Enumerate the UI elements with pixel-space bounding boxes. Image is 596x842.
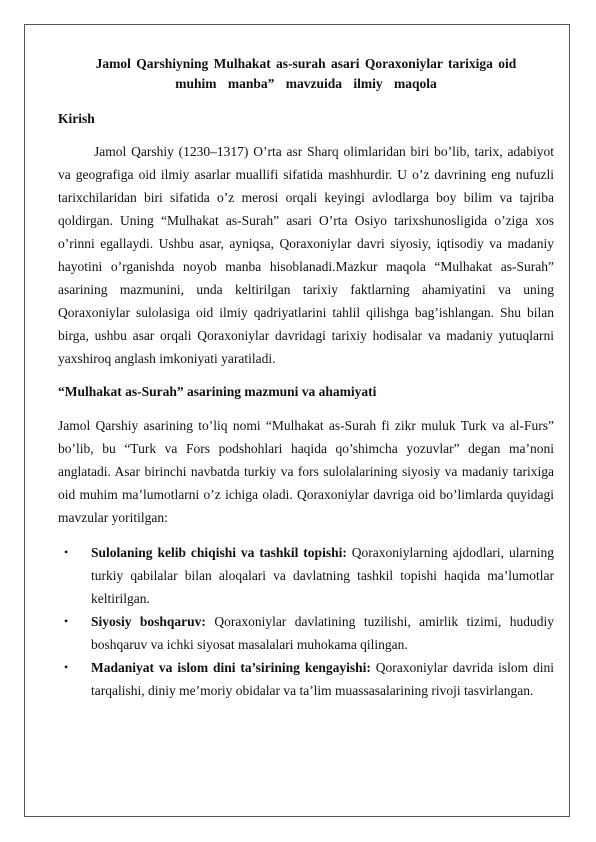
bullet-icon: • [64, 545, 69, 559]
bullet-icon: • [64, 614, 69, 628]
title-line-1: Jamol Qarshiyning Mulhakat as-surah asari Qoraxoniylar tarixiga oid [95, 56, 517, 71]
list-item-term: Madaniyat va islom dini ta’sirining kengayishi: [91, 660, 371, 675]
list-item-term: Siyosiy boshqaruv: [91, 614, 206, 629]
section-heading-mazmun: “Mulhakat as-Surah” asarining mazmuni va ahamiyati [58, 384, 377, 399]
title-line-2: muhim manba” mavzuida ilmiy maqola [175, 76, 437, 91]
intro-paragraph: Jamol Qarshiy (1230–1317) O’rta asr Sharq olimlaridan biri bo’lib, tarix, adabiyot va geografiga oid ilmiy asarlar muallifi sifatida mashhurdir. U o’z davrining eng nufuzli tarixchilaridan biri sifatida o’z merosi orqali keyingi avlodlarga boy bilim va tajriba qoldirgan. Uning “Mulhakat as-Surah” asari O’rta Osiyo tarixshunosligida o’ziga xos o’rinni egallaydi. Ushbu asar, ayniqsa, Qoraxoniylar davri siyosiy, iqtisodiy va madaniy hayotini o’rganishda noyob manba hisoblanadi.Mazkur maqola “Mulhakat as-Surah” asarining mazmunini, unda keltirilgan tarixiy faktlarning ahamiyatini va uning Qoraxoniylar sulolasiga oid ilmiy qadriyatlarini tahlil qilishga bag’ishlangan. Shu bilan birga, ushbu asar orqali Qoraxoniylar davridagi tarixiy hodisalar va madaniy yutuqlarni yaxshiroq anglash imkoniyati yaratiladi. [58, 144, 554, 366]
list-item [58, 541, 554, 610]
document-body [58, 54, 554, 702]
content-paragraph: Jamol Qarshiy asarining to’liq nomi “Mulhakat as-Surah fi zikr muluk Turk va al-Furs” bo’lib, bu “Turk va Fors podshohlari haqida qo’shimcha yozuvlar” degan ma’noni anglatadi. Asar birinchi navbatda turkiy va fors sulolalarining siyosiy va madaniy tarixiga oid muhim ma’lumotlarni o’z ichiga oladi. Qoraxoniylar davriga oid bo’limlarda quyidagi mavzular yoritilgan: [58, 418, 554, 525]
section-heading-kirish: Kirish [58, 111, 95, 126]
list-item-text: Qoraxoniylar davrida islom dini tarqalishi, diniy me’moriy obidalar va ta’lim muassasalarining rivoji tasvirlangan. [91, 660, 554, 698]
document-title [58, 54, 554, 94]
list-item-term: Sulolaning kelib chiqishi va tashkil topishi: [91, 545, 347, 560]
topics-list [58, 541, 554, 702]
list-item-text: Qoraxoniylarning ajdodlari, ularning turkiy qabilalar bilan aloqalari va davlatning tashkil topishi haqida ma’lumotlar keltirilgan. [91, 545, 554, 606]
list-item [58, 610, 554, 656]
bullet-icon: • [64, 660, 69, 674]
list-item [58, 656, 554, 702]
list-item-text: Qoraxoniylar davlatining tuzilishi, amirlik tizimi, hududiy boshqaruv va ichki siyosat masalalari muhokama qilingan. [91, 614, 554, 652]
